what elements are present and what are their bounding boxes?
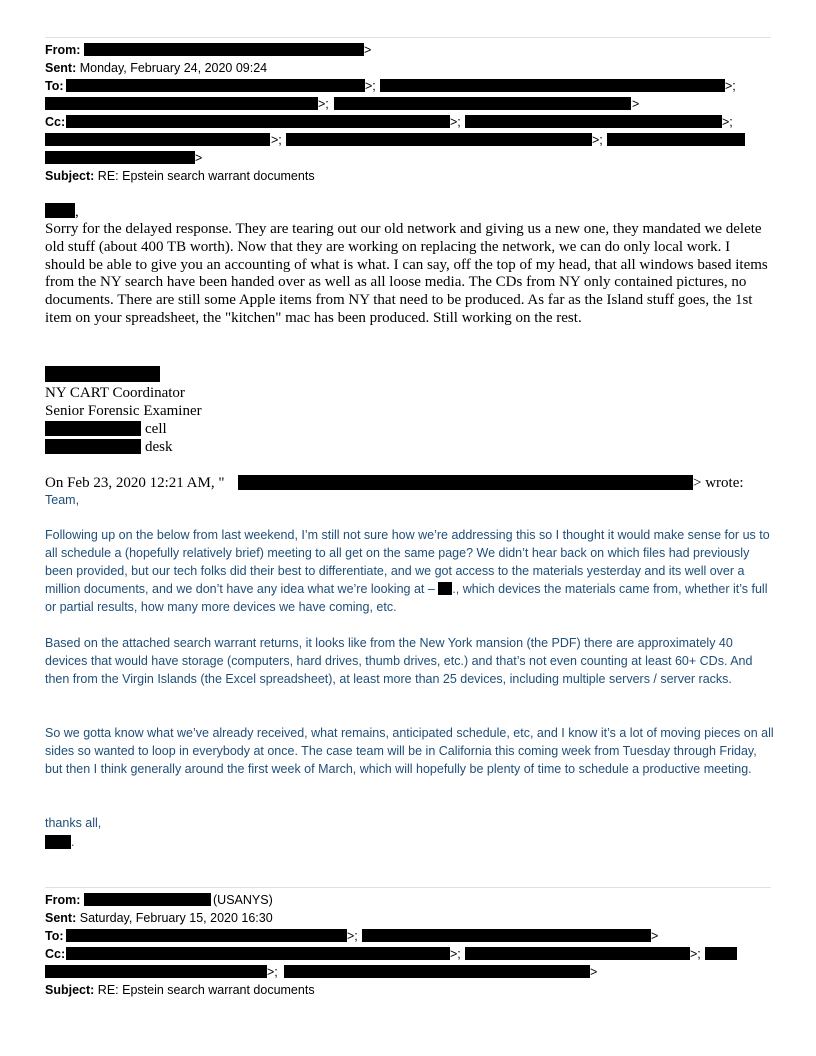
sent-line: Sent: Saturday, February 15, 2020 16:30 <box>45 911 273 925</box>
redaction <box>45 965 267 978</box>
redaction <box>607 133 745 146</box>
redaction <box>45 835 71 849</box>
header-separator <box>45 37 771 38</box>
redaction <box>362 929 651 942</box>
sent-line: Sent: Monday, February 24, 2020 09:24 <box>45 61 268 75</box>
recipient-separator: >; <box>365 79 376 93</box>
redaction <box>284 965 590 978</box>
recipient-separator: >; <box>347 929 358 943</box>
signature-phone-label: cell <box>145 421 167 437</box>
redaction <box>84 893 211 906</box>
redaction <box>84 43 364 56</box>
redaction <box>438 582 452 595</box>
recipient-end: > <box>651 929 659 943</box>
recipient-separator: >; <box>318 97 329 111</box>
closing-period: . <box>71 835 75 849</box>
redaction <box>66 929 347 942</box>
recipient-separator: >; <box>592 133 603 147</box>
recipient-separator: >; <box>690 947 701 961</box>
from-line: From: <box>45 43 81 57</box>
quoted-paragraph-3: So we gotta know what we’ve already received, what remains, anticipated schedule, etc, and I know it’s a lot of moving pieces on all sides so wanted to loop in everybody at once. The case team will be in California this coming week from Tuesday through Friday, but then I think generally around the first week of March, which will hopefully be plenty of time to schedule a productive meeting. <box>45 726 774 776</box>
quoted-paragraph-2: Based on the attached search warrant returns, it looks like from the New York mansion (the PDF) there are approximately 40 devices that would have storage (computers, hard drives, thumb drives, etc.) and that’s not even counting at least 60+ CDs. And then from the Virgin Islands (the Excel spreadsheet), at least more than 25 devices, including multiple servers / server racks. <box>45 636 753 686</box>
redaction <box>66 947 450 960</box>
redaction <box>45 133 270 146</box>
recipient-separator: >; <box>271 133 282 147</box>
redaction <box>465 947 690 960</box>
redaction <box>45 366 160 382</box>
signature-title: Senior Forensic Examiner <box>45 403 202 419</box>
header-separator <box>45 887 771 888</box>
recipient-end: > <box>632 97 640 111</box>
greeting-comma: , <box>75 204 79 220</box>
recipient-end: > <box>590 965 598 979</box>
from-suffix: > <box>364 43 372 57</box>
from-line: From: <box>45 893 81 907</box>
redaction <box>45 97 318 110</box>
from-suffix: (USANYS) <box>213 893 273 907</box>
to-line: To: <box>45 929 64 943</box>
cc-line: Cc: <box>45 947 66 961</box>
recipient-separator: >; <box>725 79 736 93</box>
signature-phone-label: desk <box>145 439 173 455</box>
salutation: Team, <box>45 493 80 507</box>
quote-intro: On Feb 23, 2020 12:21 AM, " <box>45 475 225 491</box>
redaction <box>45 151 195 164</box>
closing: thanks all, <box>45 816 102 830</box>
subject-line: Subject: RE: Epstein search warrant documents <box>45 983 315 997</box>
redaction <box>66 79 365 92</box>
recipient-end: > <box>195 151 203 165</box>
quote-intro-suffix: > wrote: <box>693 475 744 491</box>
redaction <box>45 439 141 454</box>
redaction <box>286 133 592 146</box>
redaction <box>66 115 450 128</box>
redaction <box>238 475 693 490</box>
redaction <box>45 421 141 436</box>
redaction <box>45 203 75 218</box>
message-body: Sorry for the delayed response. They are tearing out our old network and giving us a new one, they mandated we delete old stuff (about 400 TB worth). Now that they are working on replacing the network, we can do only local work. I should be able to give you an accounting of what is what. I can say, off the top of my head, that all windows based items from the NY search have been handed over as well as all loose media. The CDs from NY only contained pictures, no documents. There are still some Apple items from NY that need to be produced. As far as the Island stuff goes, the 1st item on your spreadsheet, the "kitchen" mac has been produced. Still working on the rest. <box>45 221 768 326</box>
redaction <box>465 115 722 128</box>
signature-title: NY CART Coordinator <box>45 385 185 401</box>
cc-line: Cc: <box>45 115 66 129</box>
recipient-separator: >; <box>450 115 461 129</box>
quoted-paragraph-1: Following up on the below from last weekend, I’m still not sure how we’re addressing this so I thought it would make sense for us to all schedule a (hopefully relatively brief) meeting to all get on the same page? We didn’t hear back on which files had previously been provided, but our tech folks did their best to differentiate, and we got access to the materials yesterday and its well over a million documents, and we don’t have any idea what we’re looking at – ., which devices the materials came from, whether it’s full or partial results, how many more devices we have coming, etc. <box>45 528 770 614</box>
to-line: To: <box>45 79 64 93</box>
redaction <box>334 97 631 110</box>
subject-line: Subject: RE: Epstein search warrant documents <box>45 169 315 183</box>
redaction <box>705 947 737 960</box>
recipient-separator: >; <box>450 947 461 961</box>
redaction <box>380 79 725 92</box>
recipient-separator: >; <box>267 965 278 979</box>
recipient-separator: >; <box>722 115 733 129</box>
